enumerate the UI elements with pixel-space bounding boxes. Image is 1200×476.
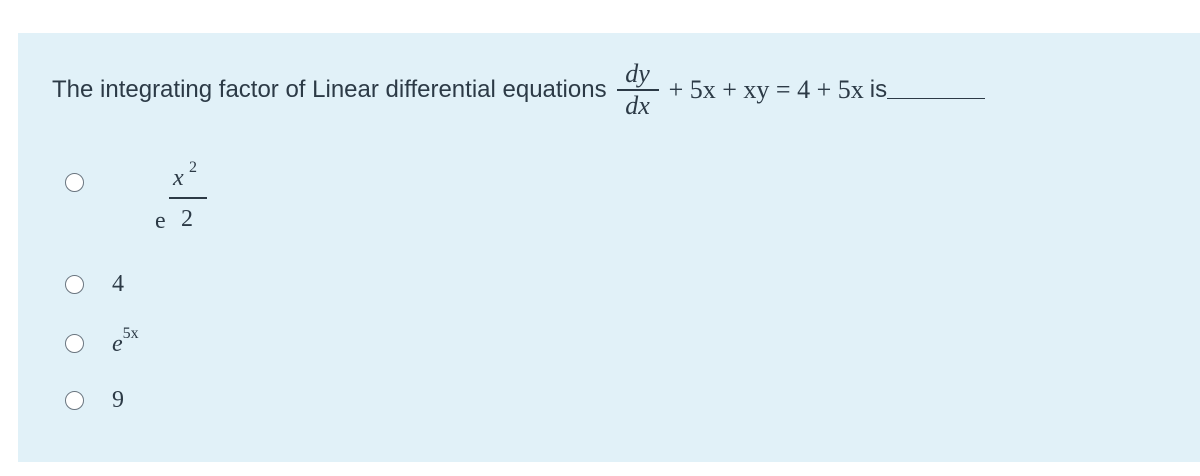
question-suffix: is	[869, 76, 888, 103]
radio-button-a[interactable]	[65, 173, 84, 192]
option-d[interactable]	[65, 387, 124, 414]
option-a-fraction-bar	[169, 197, 207, 199]
option-a[interactable]	[65, 159, 197, 234]
answer-blank	[887, 78, 985, 99]
option-b[interactable]	[65, 271, 124, 298]
option-a-numerator: x	[173, 165, 184, 191]
option-a-base: e	[155, 208, 166, 234]
derivative-fraction	[617, 59, 659, 121]
radio-button-d[interactable]	[65, 391, 84, 410]
option-c-base: e	[112, 331, 123, 357]
equation-rest: + 5x + xy = 4 + 5x	[668, 75, 864, 104]
option-a-numerator-exponent: 2	[189, 159, 197, 176]
option-d-label: 9	[112, 387, 124, 413]
option-b-label: 4	[112, 271, 124, 297]
question-text	[52, 58, 985, 122]
option-a-expression	[109, 159, 219, 243]
radio-button-b[interactable]	[65, 275, 84, 294]
fraction-numerator: dy	[625, 59, 650, 89]
option-c-label	[112, 325, 139, 358]
question-prefix: The integrating factor of Linear differential equations	[52, 76, 607, 103]
option-a-denominator: 2	[181, 206, 193, 232]
option-c[interactable]	[65, 325, 139, 358]
option-c-exponent: 5x	[122, 325, 139, 342]
fraction-denominator: dx	[625, 90, 650, 120]
radio-button-c[interactable]	[65, 334, 84, 353]
